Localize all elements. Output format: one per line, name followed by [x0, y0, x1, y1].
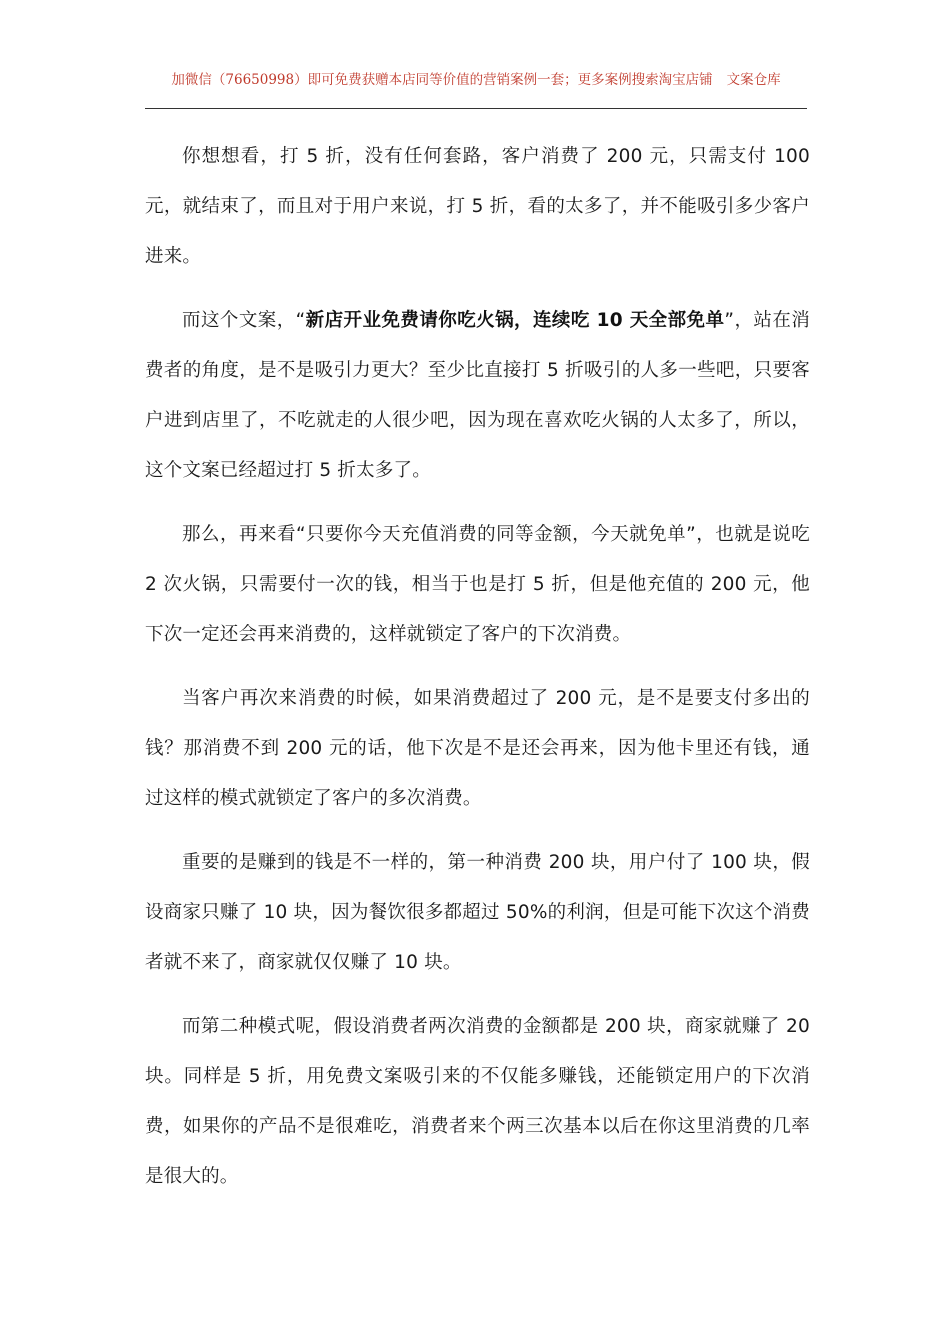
paragraph-2-rest: ”，站在消费者的角度，是不是吸引力更大？至少比直接打 5 折吸引的人多一些吧，只要客户进到店里了，不吃就走的人很少吧，因为现在喜欢吃火锅的人太多了，所以，这个文案已经超过打 5 折太多了。: [145, 310, 810, 481]
header-divider: [145, 108, 807, 109]
paragraph-6: 而第二种模式呢，假设消费者两次消费的金额都是 200 块，商家就赚了 20块。同样是 5 折，用免费文案吸引来的不仅能多赚钱，还能锁定用户的下次消费，如果你的产品不是很难吃，消费者来个两三次基本以后在你这里消费的几率是很大的。: [145, 1016, 810, 1187]
article-body: [145, 132, 810, 1216]
paragraph-5: 重要的是赚到的钱是不一样的，第一种消费 200 块，用户付了 100 块，假设商家只赚了 10 块，因为餐饮很多都超过 50%的利润，但是可能下次这个消费者就不来了，商家就仅仅赚了 10 块。: [145, 852, 810, 973]
paragraph-2: [145, 296, 810, 496]
page-header: [145, 68, 807, 88]
paragraph-2-lead: 而这个文案，“: [182, 310, 306, 331]
quoted-slogan: 新店开业免费请你吃火锅，连续吃 10 天全部免单: [305, 310, 725, 331]
paragraph-4: 当客户再次来消费的时候，如果消费超过了 200 元，是不是要支付多出的钱？那消费不到 200 元的话，他下次是不是还会再来，因为他卡里还有钱，通过这样的模式就锁定了客户的多次消费。: [145, 688, 810, 809]
header-shop-name: 文案仓库: [726, 72, 781, 88]
paragraph-3: 那么，再来看“只要你今天充值消费的同等金额，今天就免单”，也就是说吃 2 次火锅，只需要付一次的钱，相当于也是打 5 折，但是他充值的 200 元，他下次一定还会再来消费的，这样就锁定了客户的下次消费。: [145, 524, 810, 645]
paragraph-1: 你想想看，打 5 折，没有任何套路，客户消费了 200 元，只需支付 100 元，就结束了，而且对于用户来说，打 5 折，看的太多了，并不能吸引多少客户进来。: [145, 146, 810, 267]
header-promo-text: 加微信（76650998）即可免费获赠本店同等价值的营销案例一套；更多案例搜索淘宝店铺: [171, 72, 713, 88]
